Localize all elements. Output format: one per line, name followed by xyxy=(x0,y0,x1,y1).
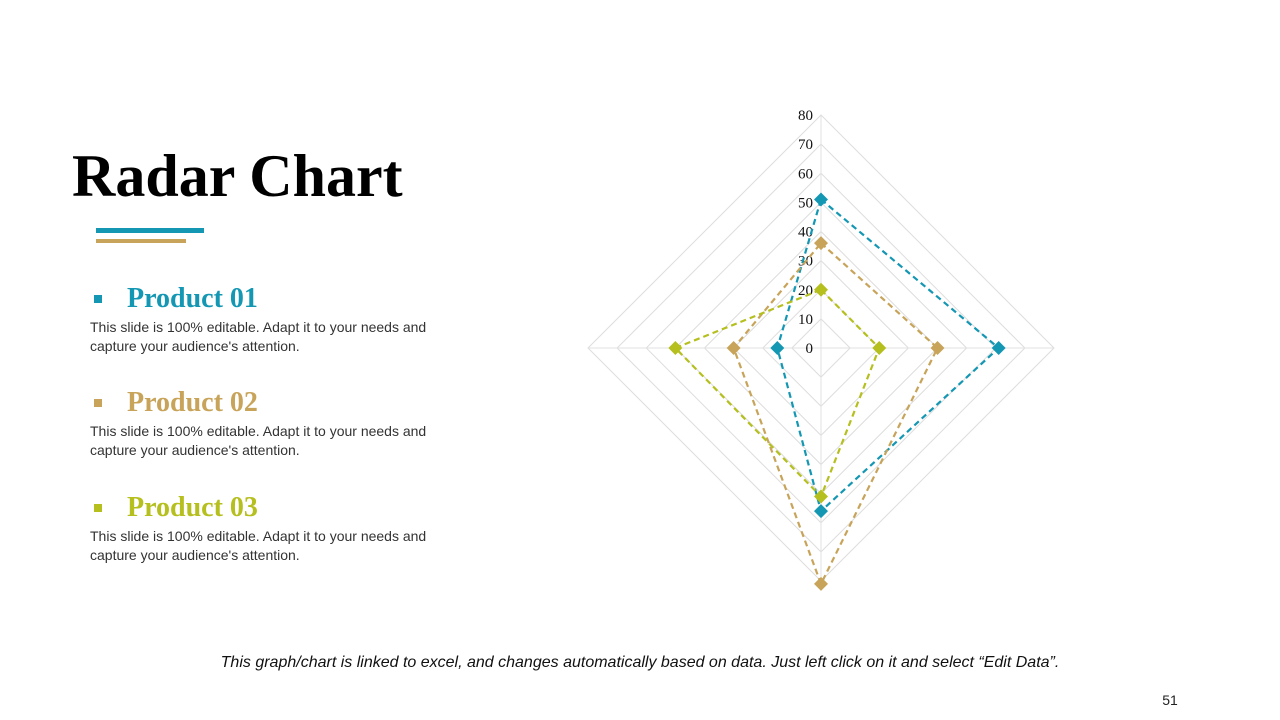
tick-label: 80 xyxy=(798,108,813,124)
tick-label: 50 xyxy=(798,195,813,212)
product-name: Product 02 xyxy=(127,387,258,418)
product-name: Product 01 xyxy=(127,283,258,314)
bullet-square-icon xyxy=(94,295,102,303)
title-accent-lines xyxy=(96,228,206,244)
product-name: Product 03 xyxy=(127,492,258,523)
product-block-03 xyxy=(90,491,470,565)
bullet-square-icon xyxy=(94,504,102,512)
series-1-point xyxy=(814,192,828,206)
product-description: This slide is 100% editable. Adapt it to your needs and capture your audience's attention. xyxy=(90,423,427,458)
product-block-01 xyxy=(90,282,470,356)
page-title: Radar Chart xyxy=(72,143,403,209)
bullet-square-icon xyxy=(94,399,102,407)
page-number: 51 xyxy=(1162,692,1178,708)
footer-note: This graph/chart is linked to excel, and changes automatically based on data. Just left click on it and select “Edit Data”. xyxy=(220,654,1060,671)
product-description: This slide is 100% editable. Adapt it to your needs and capture your audience's attention. xyxy=(90,528,427,563)
product-description: This slide is 100% editable. Adapt it to your needs and capture your audience's attention. xyxy=(90,319,427,354)
accent-line-blue xyxy=(96,228,204,233)
tick-label: 70 xyxy=(798,137,813,154)
series-1-point xyxy=(770,341,784,355)
radar-chart xyxy=(560,90,1080,610)
tick-label: 0 xyxy=(805,341,813,357)
tick-label: 10 xyxy=(798,311,813,328)
accent-line-gold xyxy=(96,239,186,243)
tick-label: 20 xyxy=(798,282,813,299)
tick-label: 30 xyxy=(798,253,813,270)
series-2-line xyxy=(734,243,938,584)
product-block-02 xyxy=(90,386,470,460)
tick-label: 60 xyxy=(798,166,813,183)
tick-label: 40 xyxy=(798,224,813,241)
series-2-point xyxy=(814,577,828,591)
